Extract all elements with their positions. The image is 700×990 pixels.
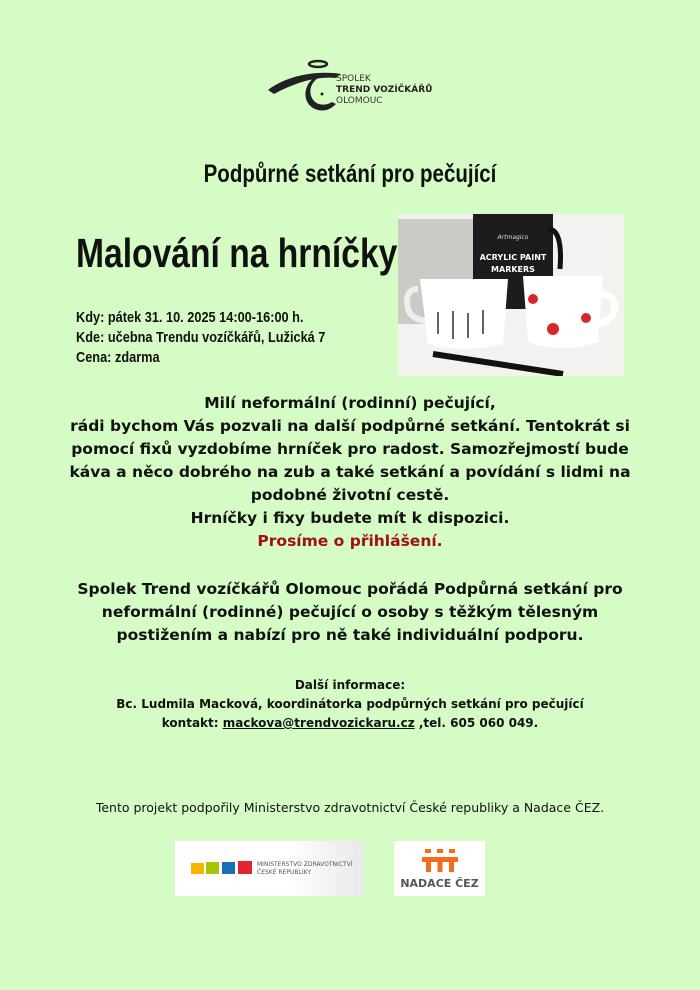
page-title: Malování na hrníčky	[76, 230, 398, 276]
photo-brand: Artmagico	[497, 234, 529, 241]
info-person: Bc. Ludmila Macková, koordinátorka podpůrných setkání pro pečující	[116, 697, 584, 711]
logo-text	[336, 74, 432, 107]
mzcr-logo-icon	[191, 860, 253, 876]
logo-line3: OLOMOUC	[336, 96, 383, 106]
nadace-cez-logo	[394, 841, 485, 896]
invitation-line: Milí neformální (rodinní) pečující,	[204, 394, 496, 412]
mugs-photo	[398, 214, 624, 376]
support-text: Tento projekt podpořily Ministerstvo zdravotnictví České republiky a Nadace ČEZ.	[95, 800, 605, 815]
logo-line1: SPOLEK	[336, 74, 371, 84]
subtitle: Podpůrné setkání pro pečující	[203, 160, 497, 188]
mzcr-line1: MINISTERSTVO ZDRAVOTNICTVÍ	[257, 861, 353, 868]
about-text: Spolek Trend vozíčkářů Olomouc pořádá Podpůrná setkání pro neformální (rodinné) pečující o osoby s těžkým tělesným postižením a nabízí pro ně také individuální podporu.	[77, 580, 623, 644]
photo-box-line2: MARKERS	[491, 265, 535, 274]
cez-label: NADACE ČEZ	[400, 877, 479, 890]
event-when: Kdy: pátek 31. 10. 2025 14:00-16:00 h.	[76, 309, 304, 326]
event-details	[76, 308, 325, 368]
registration-note: Prosíme o přihlášení.	[257, 532, 443, 550]
event-price: Cena: zdarma	[76, 349, 160, 366]
invitation-line: rádi bychom Vás pozvali na další podpůrné setkání. Tentokrát si pomocí fixů vyzdobíme hrníček pro radost. Samozřejmostí bude káva a něco dobrého na zub a také setkání a povídání s lidmi na podobné životní cestě.	[69, 417, 631, 504]
cez-logo-icon	[422, 849, 458, 873]
event-where: Kde: učebna Trendu vozíčkářů, Lužická 7	[76, 329, 326, 346]
contact-prefix: kontakt:	[161, 716, 223, 730]
phone: ,tel. 605 060 049.	[414, 716, 539, 730]
mzcr-line2: ČESKÉ REPUBLIKY	[257, 869, 312, 876]
info-heading: Další informace:	[294, 678, 406, 692]
invitation-line: Hrníčky i fixy budete mít k dispozici.	[190, 509, 510, 527]
logo-line2: TREND VOZÍČKÁŘŮ	[336, 85, 433, 95]
invitation-text	[60, 392, 640, 553]
email-link[interactable]: mackova@trendvozickaru.cz	[222, 716, 415, 730]
contact-info	[60, 676, 640, 733]
photo-box-line1: ACRYLIC PAINT	[479, 253, 547, 262]
mzcr-logo	[175, 841, 364, 896]
